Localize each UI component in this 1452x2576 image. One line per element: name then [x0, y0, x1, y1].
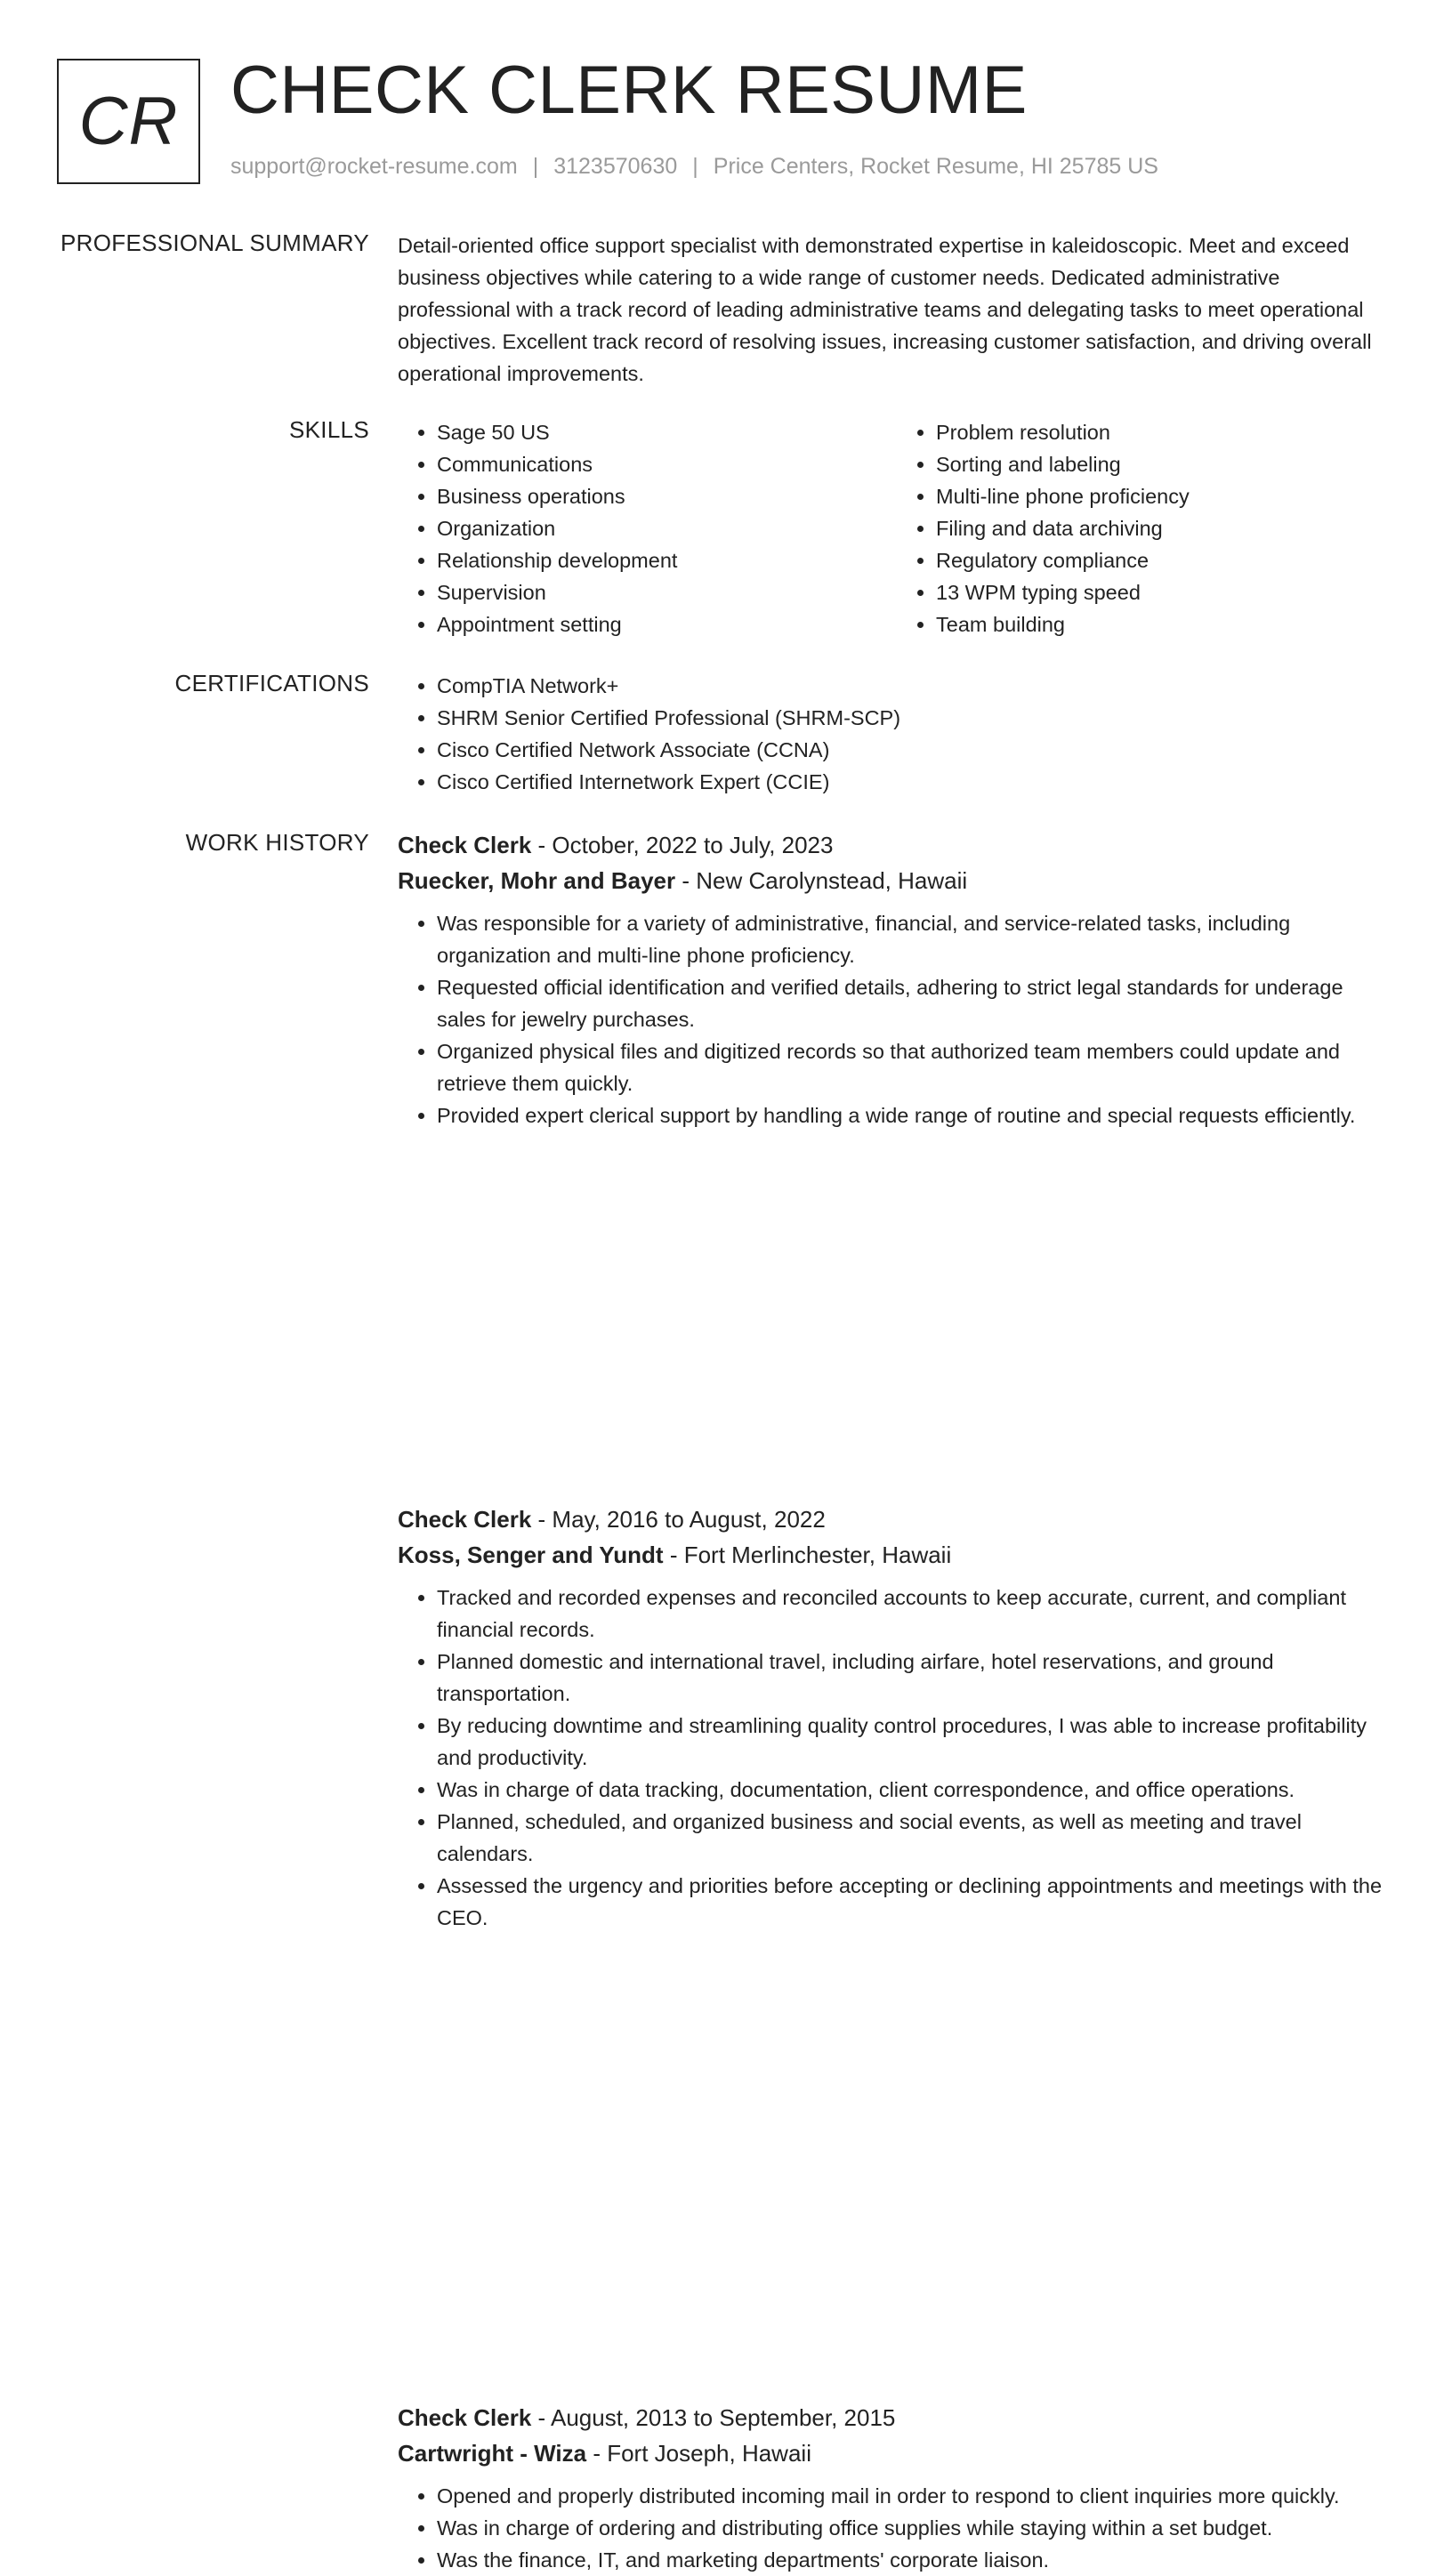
certification-item: • CompTIA Network+: [437, 670, 1396, 702]
work-history-section: [0, 827, 1452, 2572]
certification-item: • Cisco Certified Internetwork Expert (CCIE): [437, 766, 1396, 798]
job-dates: - May, 2016 to August, 2022: [531, 1506, 826, 1533]
job-company: Koss, Senger and Yundt: [398, 1542, 664, 1568]
certification-item: • SHRM Senior Certified Professional (SHRM-SCP): [437, 702, 1396, 734]
skill-item: • Sorting and labeling: [936, 448, 1396, 480]
skill-item: • Supervision: [437, 576, 897, 608]
job-duties-list: [398, 2480, 1396, 2576]
skill-item: • 13 WPM typing speed: [936, 576, 1396, 608]
job-duty: • Planned domestic and international travel, including airfare, hotel reservations, and ground transportation.: [437, 1646, 1396, 1710]
certification-item: • Cisco Certified Network Associate (CCNA): [437, 734, 1396, 766]
contact-address: Price Centers, Rocket Resume, HI 25785 US: [713, 154, 1158, 179]
contact-separator: |: [692, 154, 698, 179]
job-location: - Fort Joseph, Hawaii: [586, 2440, 811, 2467]
job-title-line: [398, 827, 1396, 863]
skill-item: • Communications: [437, 448, 897, 480]
summary-heading: PROFESSIONAL SUMMARY: [60, 229, 369, 256]
job-location: - Fort Merlinchester, Hawaii: [663, 1542, 952, 1568]
job-location: - New Carolynstead, Hawaii: [675, 867, 968, 894]
contact-phone: 3123570630: [553, 154, 678, 179]
skill-item: • Business operations: [437, 480, 897, 512]
skill-item: • Team building: [936, 608, 1396, 640]
skill-item: • Relationship development: [437, 544, 897, 576]
skill-item: • Sage 50 US: [437, 416, 897, 448]
resume-header: [57, 52, 1392, 190]
job-duty: • Was the finance, IT, and marketing departments' corporate liaison.: [437, 2544, 1396, 2576]
certifications-list: [398, 670, 1396, 798]
work-history-heading: WORK HISTORY: [185, 829, 369, 856]
job-duty: • Assessed the urgency and priorities before accepting or declining appointments and meetings with the CEO.: [437, 1870, 1396, 1934]
resume-title: CHECK CLERK RESUME: [230, 52, 1028, 128]
job-company-line: [398, 2435, 1396, 2471]
job-entry: [398, 2400, 1396, 2576]
job-dates: - October, 2022 to July, 2023: [531, 832, 834, 858]
job-title-line: [398, 1501, 1396, 1537]
certifications-heading: CERTIFICATIONS: [174, 670, 369, 696]
job-duty: • Opened and properly distributed incoming mail in order to respond to client inquiries more quickly.: [437, 2480, 1396, 2512]
job-title: Check Clerk: [398, 1506, 532, 1533]
job-dates: - August, 2013 to September, 2015: [531, 2404, 896, 2431]
skill-item: • Regulatory compliance: [936, 544, 1396, 576]
skill-item: • Problem resolution: [936, 416, 1396, 448]
contact-email: support@rocket-resume.com: [230, 154, 518, 179]
job-duty: • Provided expert clerical support by handling a wide range of routine and special requests efficiently.: [437, 1099, 1396, 1131]
job-company: Cartwright - Wiza: [398, 2440, 587, 2467]
job-title: Check Clerk: [398, 832, 532, 858]
monogram-logo: CR: [57, 59, 200, 184]
skill-item: • Filing and data archiving: [936, 512, 1396, 544]
skill-item: • Organization: [437, 512, 897, 544]
contact-line: [230, 154, 1158, 180]
skill-item: • Multi-line phone proficiency: [936, 480, 1396, 512]
job-title-line: [398, 2400, 1396, 2435]
job-duties-list: [398, 907, 1396, 1131]
skills-list-right: [897, 416, 1396, 640]
job-title: Check Clerk: [398, 2404, 532, 2431]
job-duty: • Organized physical files and digitized records so that authorized team members could update and retrieve them quickly.: [437, 1035, 1396, 1099]
job-duty: • Planned, scheduled, and organized business and social events, as well as meeting and travel calendars.: [437, 1806, 1396, 1870]
job-duty: • Requested official identification and verified details, adhering to strict legal standards for underage sales for jewelry purchases.: [437, 971, 1396, 1035]
skills-heading: SKILLS: [289, 416, 369, 443]
job-entry: [398, 827, 1396, 1131]
summary-text: Detail-oriented office support specialist with demonstrated expertise in kaleidoscopic. Meet and exceed business objectives while catering to a wide range of customer needs. Dedicated administrative professional with a track record of leading administrative teams and delegating tasks to meet operational objectives. Excellent track record of resolving issues, increasing customer satisfaction, and driving overall operational improvements.: [398, 234, 1372, 385]
job-duties-list: [398, 1582, 1396, 1934]
job-company-line: [398, 1537, 1396, 1573]
job-company: Ruecker, Mohr and Bayer: [398, 867, 676, 894]
job-duty: • Was in charge of data tracking, documentation, client correspondence, and office operations.: [437, 1774, 1396, 1806]
job-duty: • By reducing downtime and streamlining quality control procedures, I was able to increase profitability and productivity.: [437, 1710, 1396, 1774]
skill-item: • Appointment setting: [437, 608, 897, 640]
job-entry: [398, 1501, 1396, 1934]
job-duty: • Was in charge of ordering and distributing office supplies while staying within a set budget.: [437, 2512, 1396, 2544]
job-duty: • Was responsible for a variety of administrative, financial, and service-related tasks, including organization and multi-line phone proficiency.: [437, 907, 1396, 971]
job-company-line: [398, 863, 1396, 898]
skills-columns: [398, 416, 1396, 640]
skills-list-left: [398, 416, 897, 640]
job-duty: • Tracked and recorded expenses and reconciled accounts to keep accurate, current, and compliant financial records.: [437, 1582, 1396, 1646]
contact-separator: |: [532, 154, 539, 179]
